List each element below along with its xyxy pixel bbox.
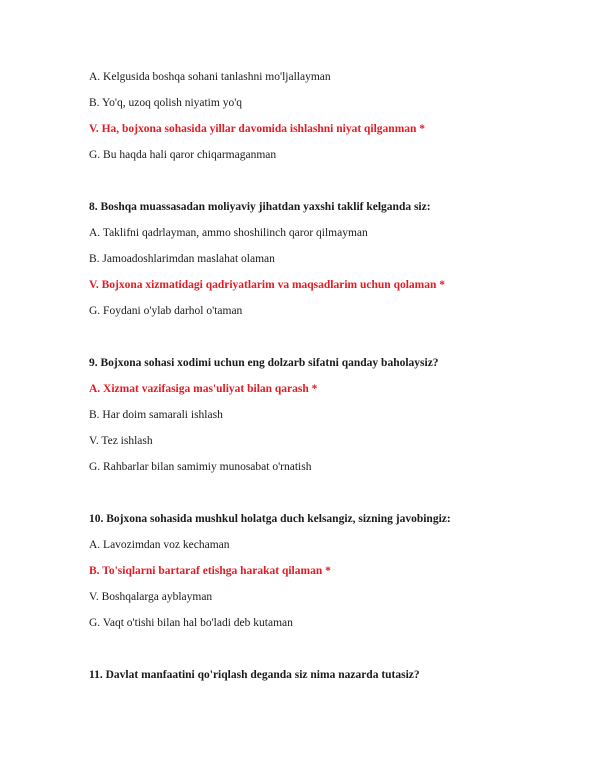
option-line: G. Bu haqda hali qaror chiqarmaganman bbox=[89, 149, 277, 161]
question-heading: 9. Bojxona sohasi xodimi uchun eng dolzarb sifatni qanday baholaysiz? bbox=[89, 357, 439, 369]
option-line: G. Rahbarlar bilan samimiy munosabat o'rnatish bbox=[89, 461, 312, 473]
option-line: B. Yo'q, uzoq qolish niyatim yo'q bbox=[89, 97, 243, 109]
question-heading: 8. Boshqa muassasadan moliyaviy jihatdan yaxshi taklif kelganda siz: bbox=[89, 201, 431, 213]
correct-answer-line: A. Xizmat vazifasiga mas'uliyat bilan qarash * bbox=[89, 383, 318, 395]
option-line: A. Kelgusida boshqa sohani tanlashni mo'ljallayman bbox=[89, 71, 331, 83]
option-line: V. Tez ishlash bbox=[89, 435, 153, 447]
option-line: B. Jamoadoshlarimdan maslahat olaman bbox=[89, 253, 275, 265]
correct-answer-line: V. Bojxona xizmatidagi qadriyatlarim va maqsadlarim uchun qolaman * bbox=[89, 279, 446, 291]
correct-answer-line: V. Ha, bojxona sohasida yillar davomida ishlashni niyat qilganman * bbox=[89, 123, 426, 135]
option-line: A. Lavozimdan voz kechaman bbox=[89, 539, 230, 551]
question-heading: 11. Davlat manfaatini qo'riqlash deganda siz nima nazarda tutasiz? bbox=[89, 669, 420, 681]
option-line: B. Har doim samarali ishlash bbox=[89, 409, 223, 421]
option-line: A. Taklifni qadrlayman, ammo shoshilinch qaror qilmayman bbox=[89, 227, 368, 239]
option-line: G. Foydani o'ylab darhol o'taman bbox=[89, 305, 243, 317]
option-line: V. Boshqalarga ayblayman bbox=[89, 591, 213, 603]
question-heading: 10. Bojxona sohasida mushkul holatga duch kelsangiz, sizning javobingiz: bbox=[89, 513, 451, 525]
correct-answer-line: B. To'siqlarni bartaraf etishga harakat qilaman * bbox=[89, 565, 331, 577]
option-line: G. Vaqt o'tishi bilan hal bo'ladi deb kutaman bbox=[89, 617, 293, 629]
